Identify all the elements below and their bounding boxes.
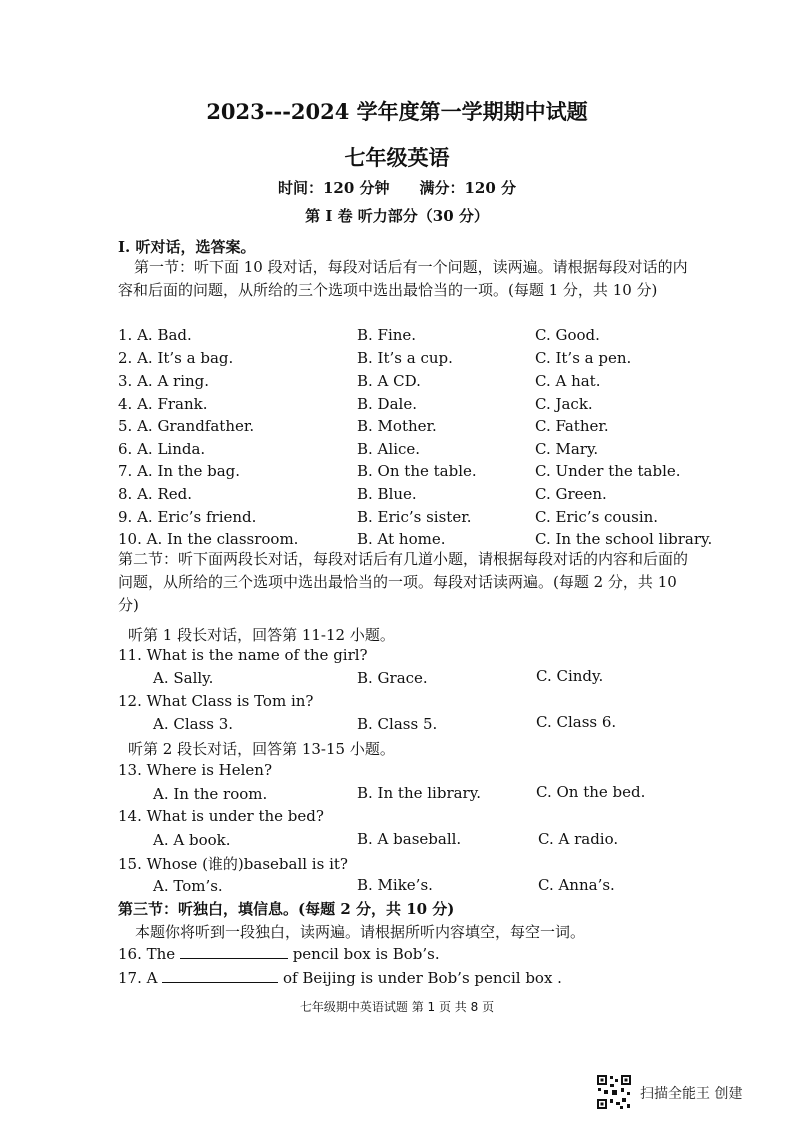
q5-option-c: C. Father. <box>535 417 609 435</box>
q13-option-c: C. On the bed. <box>536 783 646 801</box>
q16-prefix: 16. The <box>118 945 180 963</box>
q6-option-c: C. Mary. <box>535 440 599 458</box>
q9-option-c: C. Eric’s cousin. <box>535 508 659 526</box>
scanner-watermark: 扫描全能王 创建 <box>640 1086 743 1102</box>
q17-blank[interactable] <box>162 970 278 983</box>
q2-option-c: C. It’s a pen. <box>535 349 632 367</box>
q16-blank[interactable] <box>180 946 288 959</box>
exam-meta: 时间：120 分钟 满分：120 分 <box>277 179 517 197</box>
exam-title: 2023---2024 学年度第一学期期中试题 <box>206 99 588 124</box>
q15-option-c: C. Anna’s. <box>538 876 615 894</box>
q12-stem: 12. What Class is Tom in? <box>118 692 314 710</box>
part-heading: 第 I 卷 听力部分（30 分） <box>305 207 489 225</box>
q10-option-c: C. In the school library. <box>535 530 713 548</box>
q8-option-c: C. Green. <box>535 485 607 503</box>
part2-intro: 第二节：听下面两段长对话，每段对话后有几道小题，请根据每段对话的内容和后面的问题，从所给的三个选项中选出最恰当的一项。每段对话读两遍。(每题 2 分，共 10 分) <box>118 550 689 614</box>
q6-option-a: 6. A. Linda. <box>118 440 206 458</box>
qr-code-icon <box>596 1074 632 1110</box>
q5-option-a: 5. A. Grandfather. <box>118 417 255 435</box>
q6-option-b: B. Alice. <box>357 440 421 458</box>
q15-stem: 15. Whose (谁的)baseball is it? <box>118 855 348 873</box>
q12-option-b: B. Class 5. <box>357 715 438 733</box>
q3-option-a: 3. A. A ring. <box>118 372 210 390</box>
q14-stem: 14. What is under the bed? <box>118 807 324 825</box>
part1-intro: 第一节：听下面 10 段对话，每段对话后有一个问题，读两遍。请根据每段对话的内容和后面的问题，从所给的三个选项中选出最恰当的一项。(每题 1 分，共 10 分) <box>118 258 688 299</box>
q15-option-a: A. Tom’s. <box>153 877 223 895</box>
q15-option-b: B. Mike’s. <box>357 876 433 894</box>
q1-option-a: 1. A. Bad. <box>118 326 192 344</box>
q9-option-a: 9. A. Eric’s friend. <box>118 508 257 526</box>
q5-option-b: B. Mother. <box>357 417 437 435</box>
q4-option-a: 4. A. Frank. <box>118 395 208 413</box>
part3-intro: 本题你将听到一段独白，读两遍。请根据所听内容填空，每空一词。 <box>135 923 586 941</box>
page-footer: 七年级期中英语试题 第 1 页 共 8 页 <box>299 1000 495 1014</box>
q4-option-c: C. Jack. <box>535 395 593 413</box>
q11-stem: 11. What is the name of the girl? <box>118 646 368 664</box>
q12-option-c: C. Class 6. <box>536 713 617 731</box>
q16-suffix: pencil box is Bob’s. <box>287 945 440 963</box>
q1-option-b: B. Fine. <box>357 326 417 344</box>
q11-option-a: A. Sally. <box>153 669 214 687</box>
q14-option-c: C. A radio. <box>538 830 619 848</box>
section-heading: I. 听对话，选答案。 <box>118 238 256 256</box>
q17-line <box>118 969 562 987</box>
q2-option-b: B. It’s a cup. <box>357 349 453 367</box>
q13-option-b: B. In the library. <box>357 784 481 802</box>
q11-option-b: B. Grace. <box>357 669 428 687</box>
q16-line <box>118 945 440 963</box>
dialog2-instruction: 听第 2 段长对话，回答第 13-15 小题。 <box>128 740 395 758</box>
q17-suffix: of Beijing is under Bob’s pencil box . <box>278 969 562 987</box>
q8-option-b: B. Blue. <box>357 485 417 503</box>
q13-option-a: A. In the room. <box>153 785 268 803</box>
q17-prefix: 17. A <box>118 969 163 987</box>
part3-heading: 第三节：听独白，填信息。(每题 2 分，共 10 分) <box>118 900 455 918</box>
q9-option-b: B. Eric’s sister. <box>357 508 472 526</box>
q4-option-b: B. Dale. <box>357 395 417 413</box>
q14-option-a: A. A book. <box>153 831 231 849</box>
q13-stem: 13. Where is Helen? <box>118 761 272 779</box>
exam-subject: 七年级英语 <box>344 145 450 170</box>
dialog1-instruction: 听第 1 段长对话，回答第 11-12 小题。 <box>128 626 395 644</box>
q2-option-a: 2. A. It’s a bag. <box>118 349 234 367</box>
q11-option-c: C. Cindy. <box>536 667 604 685</box>
q3-option-b: B. A CD. <box>357 372 421 390</box>
q12-option-a: A. Class 3. <box>153 715 234 733</box>
q8-option-a: 8. A. Red. <box>118 485 192 503</box>
q10-option-b: B. At home. <box>357 530 446 548</box>
q10-option-a: 10. A. In the classroom. <box>118 530 299 548</box>
q3-option-c: C. A hat. <box>535 372 601 390</box>
q14-option-b: B. A baseball. <box>357 830 462 848</box>
q7-option-c: C. Under the table. <box>535 462 681 480</box>
q7-option-b: B. On the table. <box>357 462 477 480</box>
q7-option-a: 7. A. In the bag. <box>118 462 241 480</box>
q1-option-c: C. Good. <box>535 326 600 344</box>
